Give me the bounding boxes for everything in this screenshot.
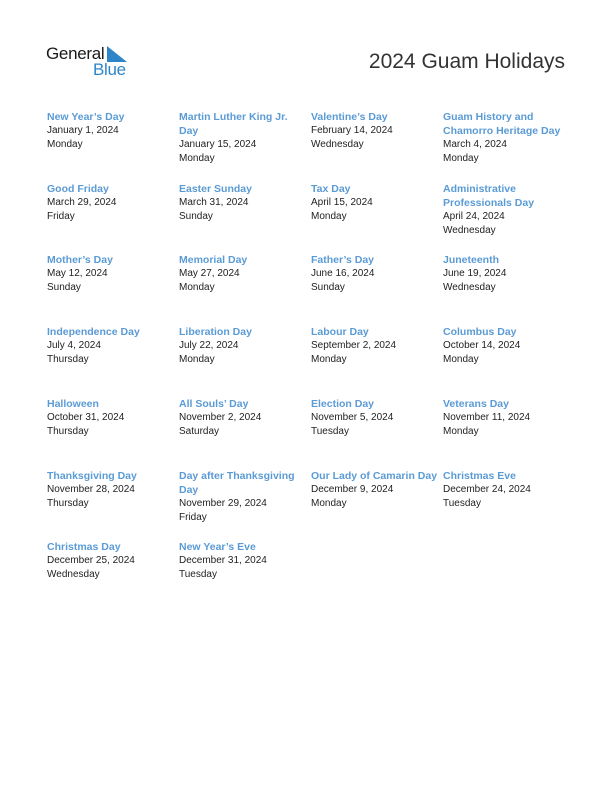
holiday-name: Juneteenth: [443, 254, 500, 266]
holiday-name: New Year’s Eve: [179, 541, 256, 553]
holiday-item: [443, 182, 571, 238]
holiday-weekday: Monday: [443, 426, 479, 437]
holiday-name: Administrative Professionals Day: [443, 183, 535, 209]
holiday-weekday: Thursday: [47, 354, 89, 365]
holiday-weekday: Tuesday: [443, 498, 481, 509]
holiday-weekday: Saturday: [179, 426, 220, 437]
holiday-weekday: Monday: [47, 139, 83, 150]
holiday-item: [179, 540, 307, 582]
holiday-name: Martin Luther King Jr. Day: [179, 111, 288, 137]
holiday-name: Good Friday: [47, 183, 109, 195]
holiday-date: October 31, 2024: [47, 412, 125, 423]
holiday-date: October 14, 2024: [443, 340, 521, 351]
holiday-item: [311, 182, 439, 224]
page-title: 2024 Guam Holidays: [368, 50, 565, 73]
holiday-name: Independence Day: [47, 326, 140, 338]
holiday-item: [47, 110, 175, 152]
holiday-weekday: Monday: [179, 354, 215, 365]
holiday-item: [179, 469, 307, 525]
holiday-name: Veterans Day: [443, 398, 509, 410]
holiday-item: [311, 110, 439, 152]
holiday-name: Mother’s Day: [47, 254, 113, 266]
holiday-date: November 11, 2024: [443, 412, 531, 423]
holiday-date: December 31, 2024: [179, 555, 267, 566]
holiday-weekday: Wednesday: [311, 139, 364, 150]
holiday-item: [443, 110, 571, 166]
holiday-name: Christmas Day: [47, 541, 121, 553]
holiday-date: February 14, 2024: [311, 125, 393, 136]
logo-blue-text: Blue: [93, 60, 126, 79]
holiday-date: December 25, 2024: [47, 555, 135, 566]
holiday-item: [47, 253, 175, 295]
holiday-name: Valentine’s Day: [311, 111, 388, 123]
holiday-item: [443, 325, 571, 367]
holiday-date: January 1, 2024: [47, 125, 119, 136]
holiday-name: Guam History and Chamorro Heritage Day: [443, 111, 561, 137]
holiday-weekday: Sunday: [311, 282, 345, 293]
holiday-name: Easter Sunday: [179, 183, 252, 195]
holiday-date: July 4, 2024: [47, 340, 101, 351]
holiday-weekday: Tuesday: [179, 569, 217, 580]
holiday-weekday: Monday: [311, 354, 347, 365]
holiday-weekday: Monday: [179, 282, 215, 293]
holiday-date: April 24, 2024: [443, 211, 505, 222]
holiday-name: All Souls’ Day: [179, 398, 249, 410]
holiday-date: May 12, 2024: [47, 268, 108, 279]
holiday-item: [47, 397, 175, 439]
holiday-date: November 5, 2024: [311, 412, 394, 423]
holiday-item: [47, 540, 175, 582]
holiday-weekday: Monday: [179, 153, 215, 164]
holiday-name: Tax Day: [311, 183, 351, 195]
holiday-weekday: Monday: [311, 211, 347, 222]
holiday-name: Memorial Day: [179, 254, 248, 266]
holiday-name: Christmas Eve: [443, 470, 516, 482]
holiday-weekday: Wednesday: [443, 282, 496, 293]
holiday-item: [179, 253, 307, 295]
holiday-name: Liberation Day: [179, 326, 252, 338]
holiday-weekday: Monday: [311, 498, 347, 509]
holiday-weekday: Sunday: [179, 211, 213, 222]
holiday-date: November 29, 2024: [179, 498, 267, 509]
holiday-weekday: Wednesday: [443, 225, 496, 236]
holiday-item: [179, 397, 307, 439]
holiday-weekday: Sunday: [47, 282, 81, 293]
holiday-date: June 19, 2024: [443, 268, 507, 279]
holiday-date: May 27, 2024: [179, 268, 240, 279]
holiday-date: March 31, 2024: [179, 197, 249, 208]
logo: [46, 44, 136, 80]
holiday-weekday: Tuesday: [311, 426, 349, 437]
holiday-item: [443, 469, 571, 511]
holiday-name: Our Lady of Camarin Day: [311, 470, 438, 482]
holiday-name: New Year’s Day: [47, 111, 125, 123]
holiday-date: December 24, 2024: [443, 484, 531, 495]
holiday-weekday: Friday: [47, 211, 75, 222]
holiday-date: March 29, 2024: [47, 197, 117, 208]
holiday-name: Thanksgiving Day: [47, 470, 137, 482]
holiday-weekday: Wednesday: [47, 569, 100, 580]
holiday-date: November 28, 2024: [47, 484, 135, 495]
holiday-name: Halloween: [47, 398, 99, 410]
holiday-item: [179, 182, 307, 224]
logo-general-text: General: [46, 44, 105, 63]
holiday-item: [311, 253, 439, 295]
holiday-item: [311, 325, 439, 367]
holiday-name: Columbus Day: [443, 326, 517, 338]
holiday-item: [47, 182, 175, 224]
holiday-date: July 22, 2024: [179, 340, 239, 351]
holiday-date: March 4, 2024: [443, 139, 507, 150]
holiday-item: [311, 397, 439, 439]
holiday-item: [179, 325, 307, 367]
holiday-name: Day after Thanksgiving Day: [179, 470, 295, 496]
holiday-date: November 2, 2024: [179, 412, 262, 423]
holiday-date: September 2, 2024: [311, 340, 397, 351]
holiday-weekday: Monday: [443, 354, 479, 365]
holiday-item: [47, 469, 175, 511]
holiday-date: April 15, 2024: [311, 197, 373, 208]
holiday-name: Father’s Day: [311, 254, 375, 266]
holiday-item: [179, 110, 307, 166]
holiday-item: [311, 469, 439, 511]
holiday-item: [47, 325, 175, 367]
holiday-item: [443, 253, 571, 295]
holiday-weekday: Monday: [443, 153, 479, 164]
holiday-item: [443, 397, 571, 439]
holiday-weekday: Thursday: [47, 426, 89, 437]
holiday-date: January 15, 2024: [179, 139, 257, 150]
holiday-weekday: Thursday: [47, 498, 89, 509]
holiday-name: Election Day: [311, 398, 375, 410]
holiday-date: December 9, 2024: [311, 484, 394, 495]
holiday-name: Labour Day: [311, 326, 369, 338]
holiday-weekday: Friday: [179, 512, 207, 523]
holiday-date: June 16, 2024: [311, 268, 375, 279]
